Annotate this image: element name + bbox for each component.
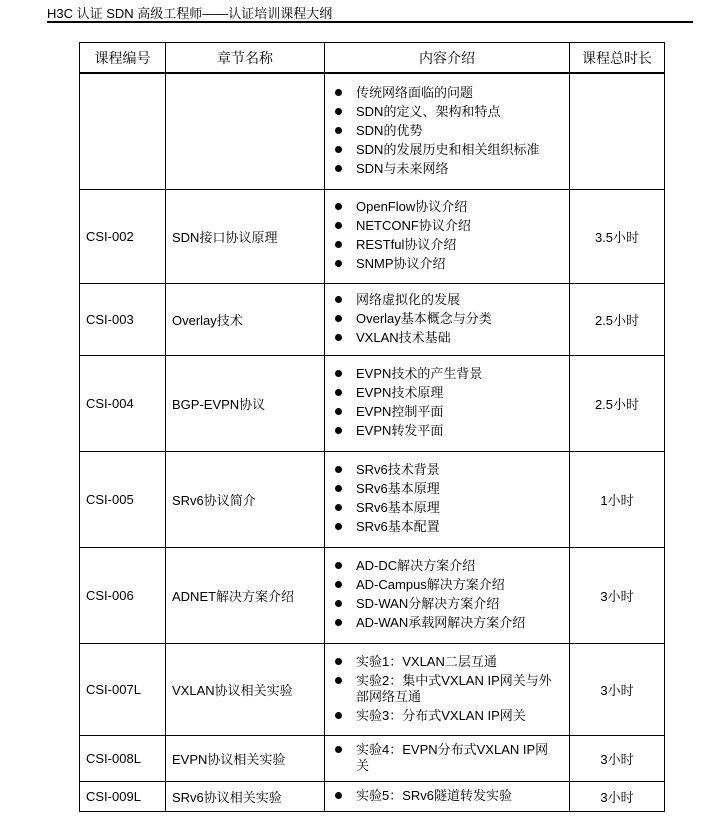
list-item: AD-WAN承载网解决方案介绍 <box>333 615 561 631</box>
list-item: AD-Campus解决方案介绍 <box>333 577 561 593</box>
list-item: SD-WAN分解决方案介绍 <box>333 596 561 612</box>
header-rule <box>47 21 693 23</box>
table-row <box>80 73 665 189</box>
course-code-cell: CSI-005 <box>80 451 166 547</box>
content-list <box>325 782 569 811</box>
content-list <box>325 79 569 184</box>
content-cell <box>325 547 570 643</box>
course-code-cell: CSI-009L <box>80 781 166 811</box>
duration-cell: 2.5小时 <box>570 355 665 451</box>
column-header-duration: 课程总时长 <box>570 43 665 74</box>
list-item: SRv6基本原理 <box>333 500 561 516</box>
course-code-cell: CSI-004 <box>80 355 166 451</box>
duration-cell: 3小时 <box>570 547 665 643</box>
duration-cell: 3小时 <box>570 735 665 781</box>
list-item: RESTful协议介绍 <box>333 237 561 253</box>
course-code-cell: CSI-006 <box>80 547 166 643</box>
list-item: 实验1：VXLAN二层互通 <box>333 654 561 670</box>
content-cell <box>325 73 570 189</box>
table-body <box>80 73 665 811</box>
chapter-name-cell: Overlay技术 <box>166 283 325 355</box>
chapter-name-cell: VXLAN协议相关实验 <box>166 643 325 735</box>
page-header: H3C 认证 SDN 高级工程师——认证培训课程大纲 <box>47 6 333 21</box>
chapter-name-cell <box>166 73 325 189</box>
course-code-cell: CSI-003 <box>80 283 166 355</box>
chapter-name-cell: BGP-EVPN协议 <box>166 355 325 451</box>
list-item: Overlay基本概念与分类 <box>333 311 561 327</box>
duration-cell: 3小时 <box>570 643 665 735</box>
list-item: SRv6基本原理 <box>333 481 561 497</box>
table-row <box>80 355 665 451</box>
list-item: SDN的定义、架构和特点 <box>333 104 561 120</box>
syllabus-table <box>79 42 665 812</box>
content-list <box>325 193 569 279</box>
course-code-cell: CSI-008L <box>80 735 166 781</box>
list-item: SRv6技术背景 <box>333 462 561 478</box>
content-cell <box>325 451 570 547</box>
duration-cell: 2.5小时 <box>570 283 665 355</box>
list-item: EVPN转发平面 <box>333 423 561 439</box>
duration-cell: 3小时 <box>570 781 665 811</box>
list-item: 实验4：EVPN分布式VXLAN IP网关 <box>333 742 561 774</box>
course-code-cell: CSI-002 <box>80 189 166 283</box>
duration-cell: 1小时 <box>570 451 665 547</box>
content-list <box>325 552 569 638</box>
list-item: EVPN控制平面 <box>333 404 561 420</box>
table-row <box>80 547 665 643</box>
content-cell <box>325 781 570 811</box>
content-cell <box>325 283 570 355</box>
content-cell <box>325 355 570 451</box>
chapter-name-cell: SRv6协议相关实验 <box>166 781 325 811</box>
list-item: SDN的优势 <box>333 123 561 139</box>
chapter-name-cell: SRv6协议简介 <box>166 451 325 547</box>
table-row <box>80 189 665 283</box>
content-list <box>325 286 569 353</box>
list-item: 网络虚拟化的发展 <box>333 292 561 308</box>
content-cell <box>325 189 570 283</box>
table-row <box>80 451 665 547</box>
list-item: AD-DC解决方案介绍 <box>333 558 561 574</box>
list-item: OpenFlow协议介绍 <box>333 199 561 215</box>
table-row <box>80 735 665 781</box>
list-item: 实验2：集中式VXLAN IP网关与外部网络互通 <box>333 673 561 705</box>
table-row <box>80 643 665 735</box>
list-item: 传统网络面临的问题 <box>333 85 561 101</box>
list-item: SDN与未来网络 <box>333 161 561 177</box>
list-item: 实验5：SRv6隧道转发实验 <box>333 788 561 804</box>
content-list <box>325 360 569 446</box>
course-code-cell <box>80 73 166 189</box>
list-item: EVPN技术的产生背景 <box>333 366 561 382</box>
table-row <box>80 283 665 355</box>
duration-cell: 3.5小时 <box>570 189 665 283</box>
list-item: 实验3：分布式VXLAN IP网关 <box>333 708 561 724</box>
column-header-content: 内容介绍 <box>325 43 570 74</box>
content-list <box>325 736 569 781</box>
list-item: SNMP协议介绍 <box>333 256 561 272</box>
column-header-code: 课程编号 <box>80 43 166 74</box>
list-item: SRv6基本配置 <box>333 519 561 535</box>
list-item: EVPN技术原理 <box>333 385 561 401</box>
table-row <box>80 781 665 811</box>
content-cell <box>325 643 570 735</box>
list-item: SDN的发展历史和相关组织标准 <box>333 142 561 158</box>
chapter-name-cell: EVPN协议相关实验 <box>166 735 325 781</box>
course-code-cell: CSI-007L <box>80 643 166 735</box>
duration-cell <box>570 73 665 189</box>
table-header-row <box>80 43 665 74</box>
content-list <box>325 456 569 542</box>
list-item: NETCONF协议介绍 <box>333 218 561 234</box>
chapter-name-cell: SDN接口协议原理 <box>166 189 325 283</box>
list-item: VXLAN技术基础 <box>333 330 561 346</box>
content-cell <box>325 735 570 781</box>
chapter-name-cell: ADNET解决方案介绍 <box>166 547 325 643</box>
column-header-chapter: 章节名称 <box>166 43 325 74</box>
content-list <box>325 648 569 731</box>
